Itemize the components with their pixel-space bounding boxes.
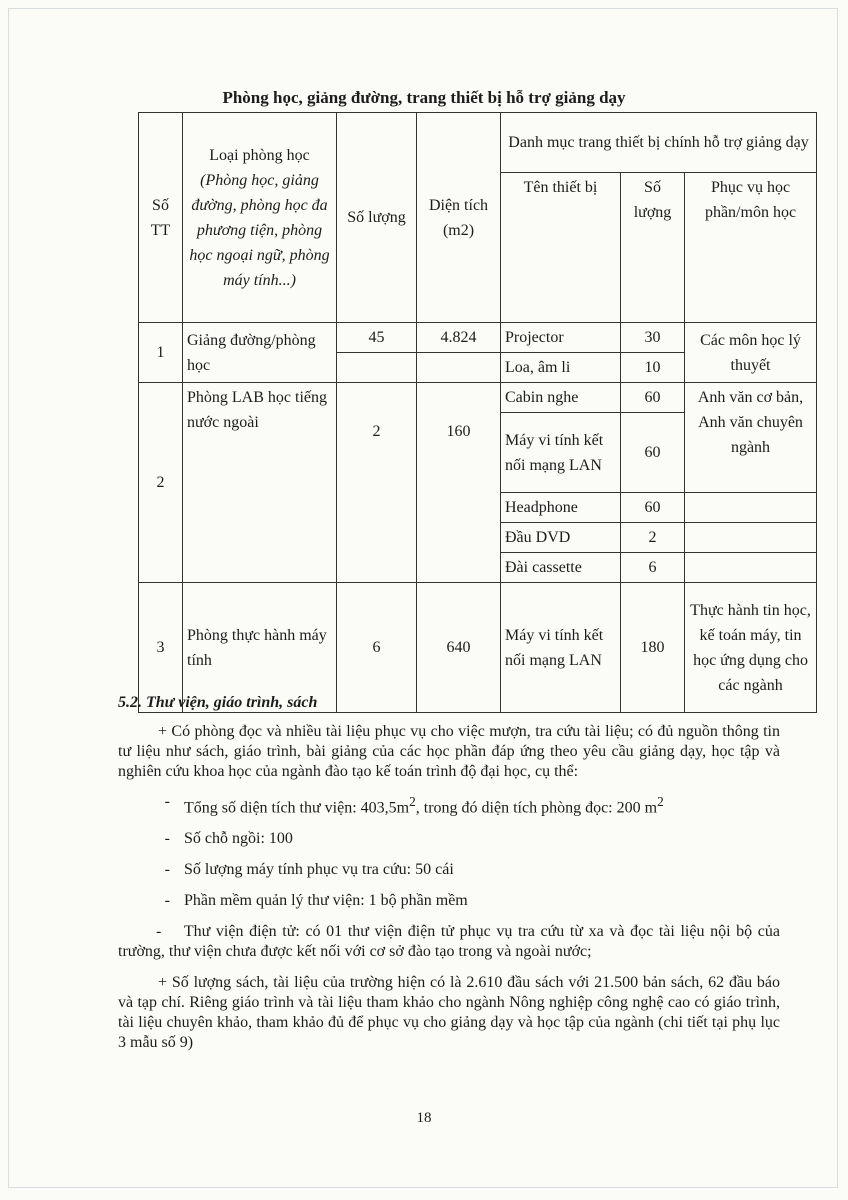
row2-area: 160 [417, 383, 501, 583]
row2-device3-qty: 60 [621, 493, 685, 523]
bullet-text: Số chỗ ngồi: 100 [184, 830, 293, 848]
row2-device3: Headphone [501, 493, 621, 523]
bullet-mark: - [164, 861, 170, 879]
row1-area-empty [417, 353, 501, 383]
header-stt: Số TT [139, 113, 183, 323]
row3-qty: 6 [337, 583, 417, 713]
bullet-text-b: , trong đó diện tích phòng đọc: 200 m [415, 799, 658, 817]
bullet-sup-b: 2 [657, 794, 664, 809]
bullet-item [118, 792, 780, 818]
bullet-mark: - [164, 892, 170, 910]
row2-serves-empty3 [685, 553, 817, 583]
bullet-item-wrapped [118, 922, 780, 962]
row1-device2-qty: 10 [621, 353, 685, 383]
row1-area: 4.824 [417, 323, 501, 353]
section-body [118, 722, 780, 1053]
row2-device5-qty: 6 [621, 553, 685, 583]
row2-device2: Máy vi tính kết nối mạng LAN [501, 413, 621, 493]
table-row [139, 383, 817, 413]
row2-device2-qty: 60 [621, 413, 685, 493]
page-number: 18 [416, 1110, 432, 1126]
bullet-item [118, 829, 780, 849]
row3-room: Phòng thực hành máy tính [183, 583, 337, 713]
row2-stt: 2 [139, 383, 183, 583]
section-heading: 5.2. Thư viện, giáo trình, sách [118, 694, 318, 711]
row3-stt: 3 [139, 583, 183, 713]
bullet-text [184, 792, 664, 818]
bullet-text: Phần mềm quản lý thư viện: 1 bộ phần mềm [184, 892, 468, 910]
row2-room: Phòng LAB học tiếng nước ngoài [183, 383, 337, 583]
row2-serves-empty1 [685, 493, 817, 523]
bullet-item [118, 860, 780, 880]
row2-device5: Đài cassette [501, 553, 621, 583]
row1-device2: Loa, âm li [501, 353, 621, 383]
row1-room: Giảng đường/phòng học [183, 323, 337, 383]
header-device-qty: Số lượng [621, 173, 685, 323]
row3-area: 640 [417, 583, 501, 713]
header-area: Diện tích (m2) [417, 113, 501, 323]
row1-device1: Projector [501, 323, 621, 353]
bullet-mark: - [164, 793, 170, 810]
paragraph-1: + Có phòng đọc và nhiều tài liệu phục vụ cho việc mượn, tra cứu tài liệu; có đủ nguồn thông tin tư liệu như sách, giáo trình, bài giảng của các học phần đáp ứng theo yêu cầu giảng dạy, học tập và nghiên cứu khoa học của ngành đào tạo kế toán trình độ đại học, cụ thể: [118, 723, 780, 780]
bullet-text-a: Tổng số diện tích thư viện: 403,5m [184, 799, 410, 817]
page-title: Phòng học, giảng đường, trang thiết bị hỗ trợ giảng dạy [222, 88, 626, 107]
facilities-table [138, 112, 817, 713]
bullet-sup-a: 2 [409, 794, 416, 809]
header-device-name: Tên thiết bị [501, 173, 621, 323]
header-room-type [183, 113, 337, 323]
row3-serves: Thực hành tin học, kế toán máy, tin học ứng dụng cho các ngành [685, 583, 817, 713]
row2-serves: Anh văn cơ bản, Anh văn chuyên ngành [685, 383, 817, 493]
row2-qty: 2 [337, 383, 417, 583]
row2-serves-empty2 [685, 523, 817, 553]
bullet-text: Thư viện điện tử: có 01 thư viện điện tử phục vụ tra cứu từ xa và đọc tài liệu nội bộ của trường, thư viện chưa được kết nối với cơ sở đào tạo trong và ngoài nước; [118, 923, 780, 961]
row1-stt: 1 [139, 323, 183, 383]
bullet-item [118, 891, 780, 911]
bullet-text: Số lượng máy tính phục vụ tra cứu: 50 cái [184, 861, 454, 879]
header-serves: Phục vụ học phần/môn học [685, 173, 817, 323]
row3-device1-qty: 180 [621, 583, 685, 713]
table-row [139, 323, 817, 353]
header-equipment-group: Danh mục trang thiết bị chính hỗ trợ giảng dạy [501, 113, 817, 173]
row1-qty: 45 [337, 323, 417, 353]
row2-device4-qty: 2 [621, 523, 685, 553]
row1-device1-qty: 30 [621, 323, 685, 353]
row1-serves: Các môn học lý thuyết [685, 323, 817, 383]
row3-device1: Máy vi tính kết nối mạng LAN [501, 583, 621, 713]
row2-device1: Cabin nghe [501, 383, 621, 413]
header-quantity: Số lượng [337, 113, 417, 323]
header-row [139, 113, 817, 173]
header-room-type-main: Loại phòng học [209, 146, 310, 164]
bullet-mark: - [156, 923, 162, 941]
row1-qty-empty [337, 353, 417, 383]
bullet-mark: - [164, 830, 170, 848]
paragraph-2: + Số lượng sách, tài liệu của trường hiện có là 2.610 đầu sách với 21.500 bản sách, 62 đầu báo và tạp chí. Riêng giáo trình và tài liệu tham khảo cho ngành Nông nghiệp công nghệ cao có giáo trình, tài liệu chuyên khảo, tham khảo đủ để phục vụ cho giảng dạy và học tập của ngành (chi tiết tại phụ lục 3 mẫu số 9) [118, 974, 780, 1052]
row2-device1-qty: 60 [621, 383, 685, 413]
row2-device4: Đầu DVD [501, 523, 621, 553]
header-room-type-note: (Phòng học, giảng đường, phòng học đa phương tiện, phòng học ngoại ngữ, phòng máy tính...) [189, 171, 330, 289]
